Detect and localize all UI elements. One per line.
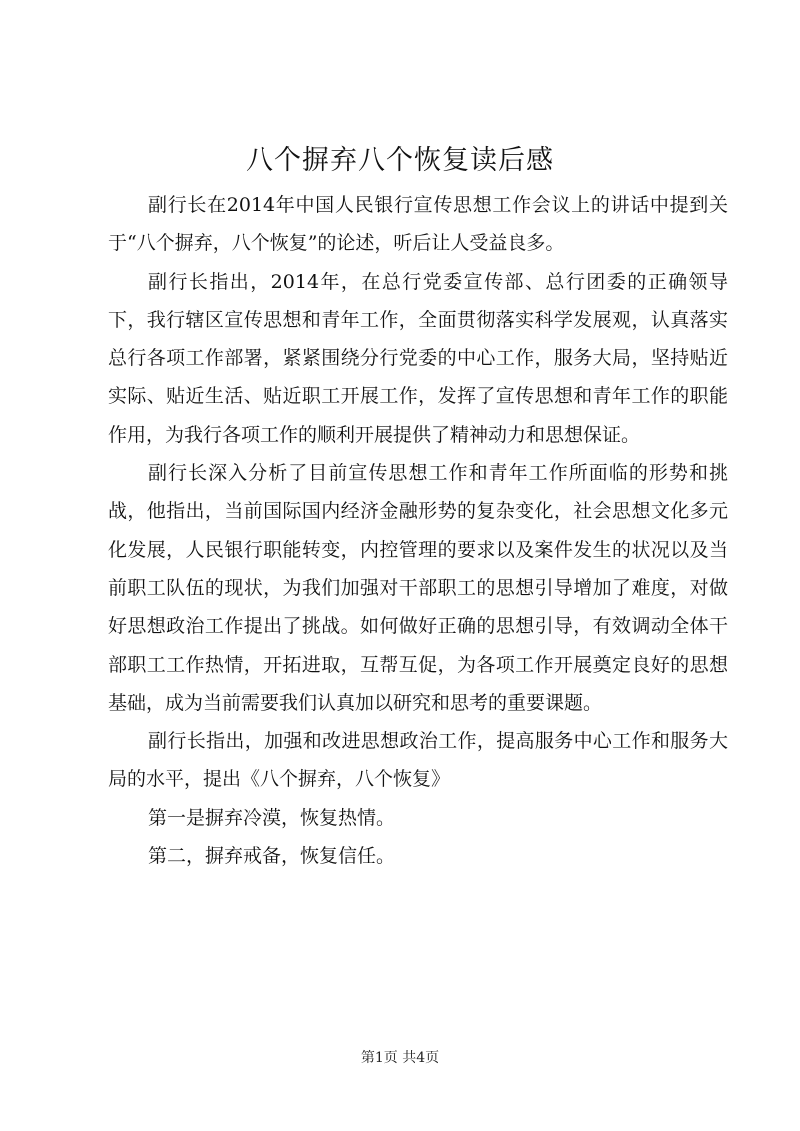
page-number-footer: 第1页 共4页 xyxy=(360,1050,440,1066)
paragraph-intro: 副行长在2014年中国人民银行宣传思想工作会议上的讲话中提到关于“八个摒弃，八个恢复”的论述，听后让人受益良多。 xyxy=(108,194,728,255)
paragraph-point-two: 第二，摒弃戒备，恢复信任。 xyxy=(148,845,396,868)
paragraph-point-one: 第一是摒弃冷漠，恢复热情。 xyxy=(148,806,396,829)
paragraph-challenges: 副行长深入分析了目前宣传思想工作和青年工作所面临的形势和挑战，他指出，当前国际国内经济金融形势的复杂变化，社会思想文化多元化发展，人民银行职能转变，内控管理的要求以及案件发生的状况以及当前职工队伍的现状，为我们加强对干部职工的思想引导增加了难度，对做好思想政治工作提出了挑战。如何做好正确的思想引导，有效调动全体干部职工工作热情，开拓进取，互帮互促，为各项工作开展奠定良好的思想基础，成为当前需要我们认真加以研究和思考的重要课题。 xyxy=(108,462,728,714)
paragraph-proposal: 副行长指出，加强和改进思想政治工作，提高服务中心工作和服务大局的水平，提出《八个摒弃，八个恢复》 xyxy=(108,730,728,791)
paragraph-achievements: 副行长指出，2014年，在总行党委宣传部、总行团委的正确领导下，我行辖区宣传思想和青年工作，全面贯彻落实科学发展观，认真落实总行各项工作部署，紧紧围绕分行党委的中心工作，服务大局，坚持贴近实际、贴近生活、贴近职工开展工作，发挥了宣传思想和青年工作的职能作用，为我行各项工作的顺利开展提供了精神动力和思想保证。 xyxy=(108,270,728,446)
document-title: 八个摒弃八个恢复读后感 xyxy=(246,145,554,176)
document-body xyxy=(108,186,728,875)
